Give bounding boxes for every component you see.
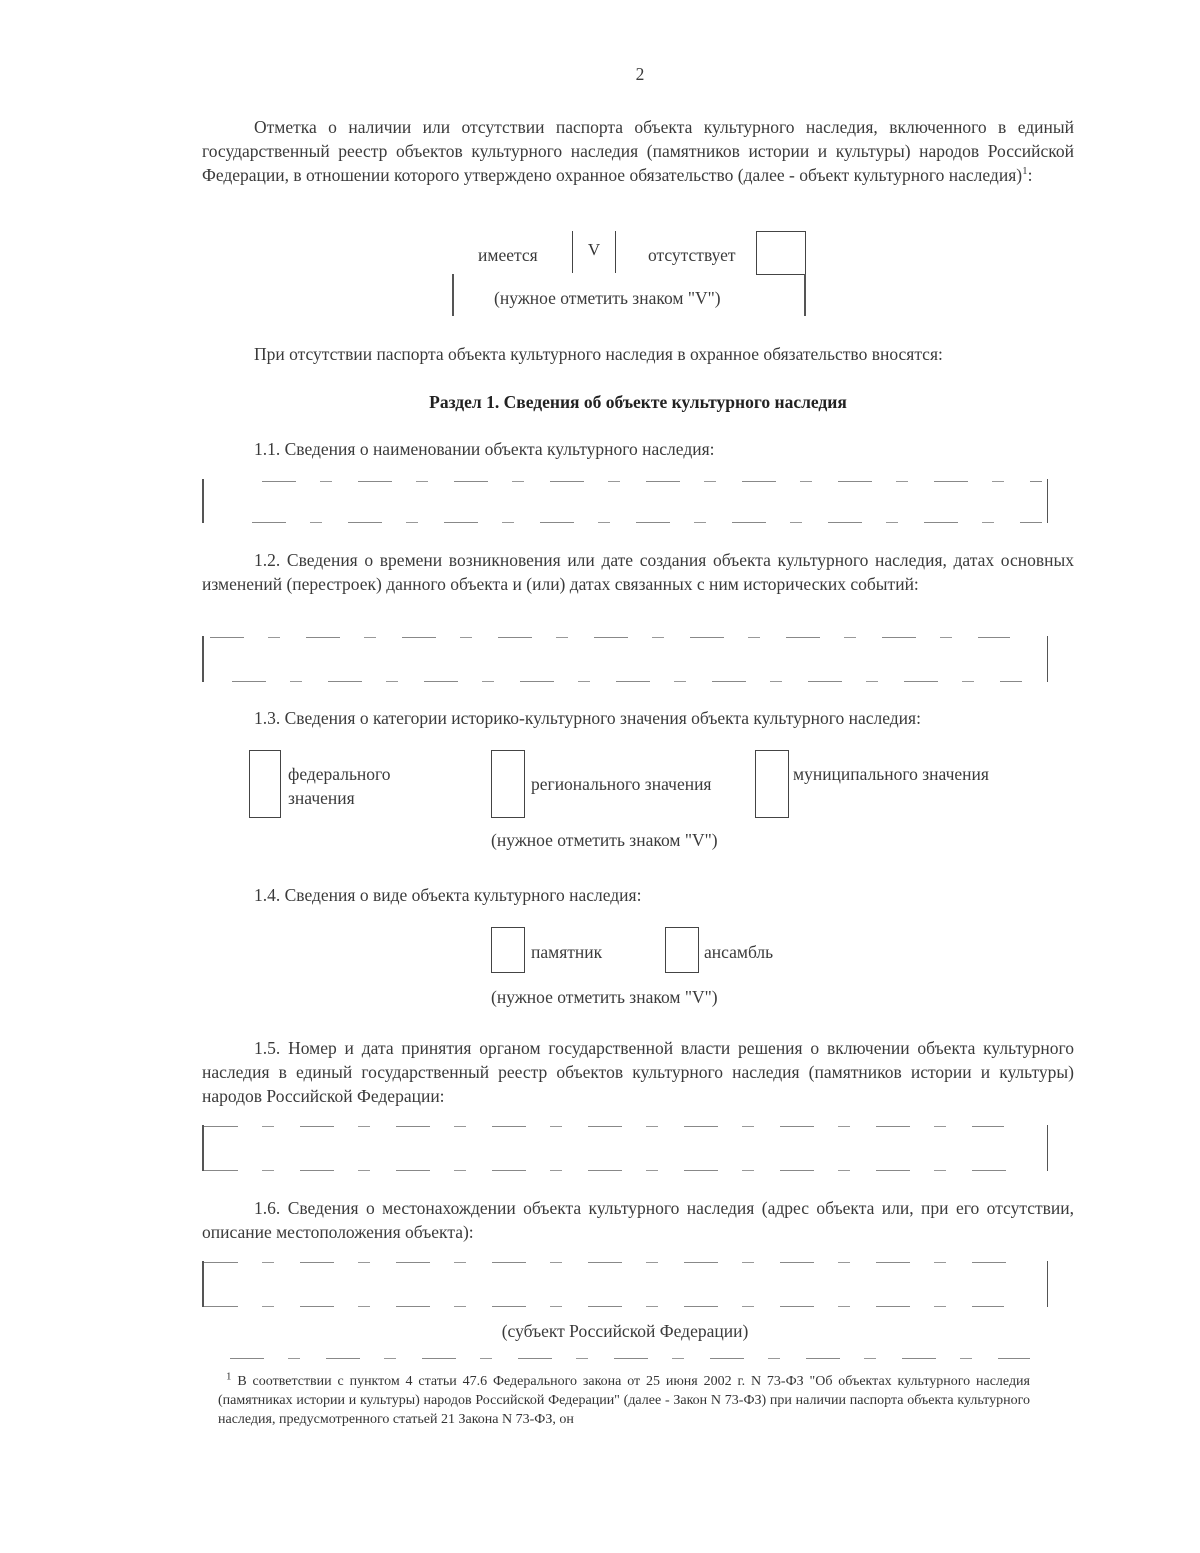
passport-has-checkbox[interactable] [572, 231, 616, 273]
field-border-left [202, 636, 204, 682]
field-border-left [202, 479, 204, 523]
intro-text: Отметка о наличии или отсутствии паспорта объекта культурного наследия, включенного в единый государственный реестр объектов культурного наследия (памятников истории и культуры) народов Российской Федерации, в отношении которого утверждено охранное обязательство (далее - объект культурного наследия) [202, 117, 1074, 185]
field-bottom-line [204, 1306, 1004, 1307]
passport-hint: (нужное отметить знаком "V") [494, 288, 721, 308]
footnote-ref[interactable]: 1 [1022, 165, 1028, 178]
ensemble-label: ансамбль [704, 942, 774, 962]
intro-tail: : [1027, 165, 1033, 185]
item-1-5: 1.5. Номер и дата принятия органом государственной власти решения о включении объекта культурного наследия в единый государственный реестр объектов культурного наследия (памятников истории и культуры) народов Российской Федерации: [202, 1038, 1074, 1106]
field-1-2[interactable] [202, 636, 1048, 682]
regional-label: регионального значения [531, 774, 712, 794]
municipal-checkbox[interactable] [755, 750, 789, 818]
federal-checkbox[interactable] [249, 750, 281, 818]
field-bottom-line [252, 522, 1042, 523]
section-title: Раздел 1. Сведения об объекте культурного наследия [429, 392, 847, 412]
field-top-line [204, 1126, 1004, 1127]
field-border-right [1047, 636, 1049, 682]
item-1-1: 1.1. Сведения о наименовании объекта культурного наследия: [254, 439, 715, 459]
item-1-6: 1.6. Сведения о местонахождении объекта культурного наследия (адрес объекта или, при его отсутствии, описание местоположения объекта): [202, 1198, 1074, 1242]
subject-caption: (субъект Российской Федерации) [501, 1321, 749, 1341]
field-border-left [202, 1125, 204, 1171]
field-border-right [1047, 1125, 1049, 1171]
frame-right-line [804, 274, 806, 316]
federal-label: федерального значения [288, 764, 391, 808]
field-top-line [204, 1262, 1014, 1263]
field-bottom-line [232, 681, 1022, 682]
kind-hint: (нужное отметить знаком "V") [491, 987, 718, 1007]
field-1-6[interactable] [202, 1261, 1048, 1307]
footnote-mark: 1 [226, 1370, 232, 1383]
item-1-4: 1.4. Сведения о виде объекта культурного наследия: [254, 885, 642, 905]
passport-absent-label: отсутствует [648, 245, 736, 265]
passport-has-label: имеется [478, 245, 538, 265]
item-1-3: 1.3. Сведения о категории историко-культурного значения объекта культурного наследия: [254, 708, 921, 728]
frame-left-line [452, 274, 454, 316]
field-1-1[interactable] [202, 479, 1048, 525]
footnote-text: В соответствии с пунктом 4 статьи 47.6 Федерального закона от 25 июня 2002 г. N 73-ФЗ "Об объектах культурного наследия (памятниках истории и культуры) народов Российской Федерации" (далее - Закон N 73-ФЗ) при наличии паспорта объекта культурного наследия, предусмотренного статьей 21 Закона N 73-ФЗ, он [218, 1374, 1030, 1427]
field-top-line [210, 637, 1010, 638]
ensemble-checkbox[interactable] [665, 927, 699, 973]
category-hint: (нужное отметить знаком "V") [491, 830, 718, 850]
monument-label: памятник [531, 942, 603, 962]
check-mark: V [587, 240, 601, 259]
field-1-5[interactable] [202, 1125, 1048, 1171]
field-border-right [1047, 1261, 1049, 1307]
no-passport-text: При отсутствии паспорта объекта культурного наследия в охранное обязательство вносятся: [254, 344, 943, 364]
item-1-2: 1.2. Сведения о времени возникновения или дате создания объекта культурного наследия, датах основных изменений (перестроек) данного объекта и (или) датах связанных с ним исторических событий: [202, 550, 1074, 594]
page-number: 2 [635, 64, 645, 84]
footnote-separator [230, 1358, 1030, 1359]
intro-paragraph [202, 115, 1074, 187]
field-top-line [262, 481, 1042, 482]
municipal-label: муниципального значения [793, 764, 989, 784]
passport-absent-checkbox[interactable] [756, 231, 806, 275]
footnote [218, 1372, 1030, 1429]
field-border-right [1047, 479, 1049, 523]
field-bottom-line [204, 1170, 1024, 1171]
regional-checkbox[interactable] [491, 750, 525, 818]
monument-checkbox[interactable] [491, 927, 525, 973]
field-border-left [202, 1261, 204, 1307]
